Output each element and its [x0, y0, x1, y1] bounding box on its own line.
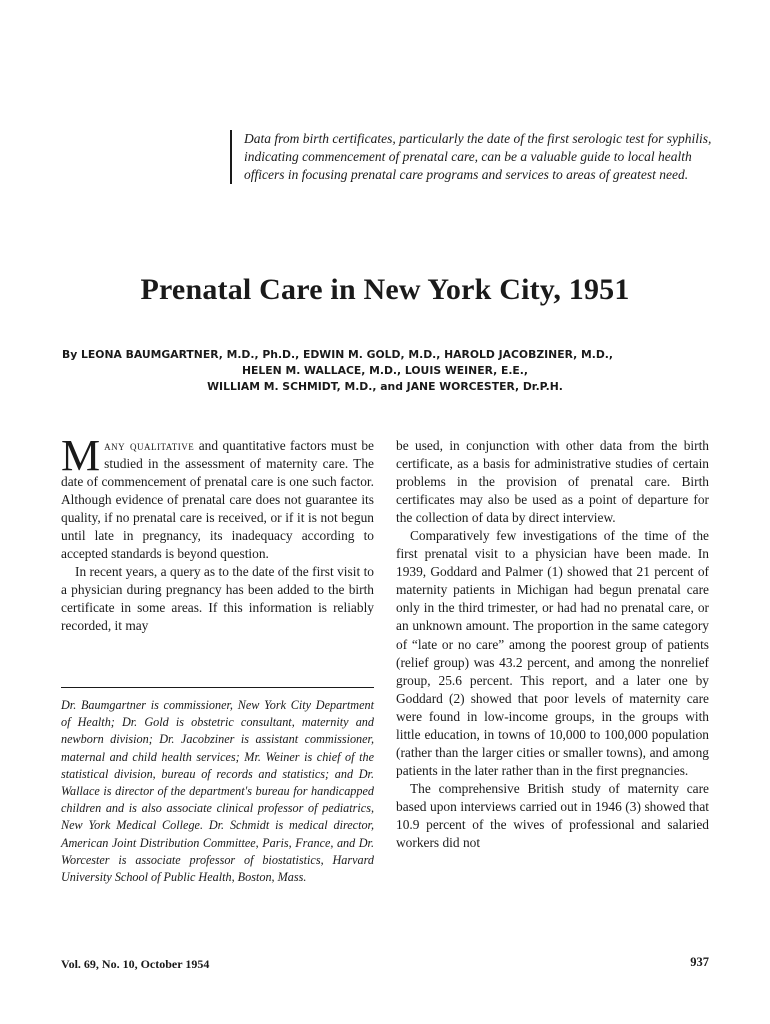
lead-in-smallcaps: any qualitative: [104, 438, 195, 453]
paragraph-5: The comprehensive British study of maternity care based upon interviews carried out in 1946 (3) showed that 10.9 percent of the wives of professional and salaried workers did not: [396, 780, 709, 851]
paragraph-4: Comparatively few investigations of the time of the first prenatal visit to a physician have been made. In 1939, Goddard and Palmer (1) showed that 21 percent of maternity patients in Michigan had begun prenatal care only in the third trimester, or had had no prenatal care, or an unknown amount. The proportion in the same category of “late or no care” among the poorest group of patients (relief group) was 43.2 percent, and among the nonrelief group, 25.6 percent. This report, and a later one by Goddard (2) showed that poor levels of maternity care were found in low-income groups, in the groups with little education, in towns of 10,000 to 100,000 population (rather than the larger cities or smaller towns), and among patients in the later rather than in the first pregnancies.: [396, 528, 709, 778]
paragraph-3: be used, in conjunction with other data from the birth certificate, as a basis for administrative studies of certain problems in the provision of prenatal care. Birth certificates may also be used as a point of departure for the collection of data by direct interview.: [396, 438, 709, 526]
article-title: Prenatal Care in New York City, 1951: [140, 273, 630, 306]
paragraph-1: [61, 431, 374, 563]
footnote-divider: [61, 687, 374, 688]
body-column-left: [61, 431, 374, 636]
abstract: Data from birth certificates, particularly the date of the first serologic test for syphilis, indicating commencement of prenatal care, can be a valuable guide to local health officers in focusing prenatal care programs and services to areas of greatest need.: [230, 130, 724, 184]
drop-cap: M: [61, 431, 101, 480]
body-column-right: [396, 437, 709, 852]
byline-line-1: By LEONA BAUMGARTNER, M.D., Ph.D., EDWIN M. GOLD, M.D., HAROLD JACOBZINER, M.D.,: [62, 348, 613, 361]
paragraph-2: In recent years, a query as to the date of the first visit to a physician during pregnancy has been added to the birth certificate in some areas. If this information is reliably recorded, it may: [61, 564, 374, 634]
author-byline: [20, 347, 750, 395]
paragraph-1-text: and quantitative factors must be studied in the assessment of maternity care. The date of commencement of prenatal care is one such factor. Although evidence of prenatal care does not guarantee its quality, if no prenatal care is received, or if it is not begun until late in pregnancy, its inadequacy according to accepted standards is beyond question.: [61, 438, 374, 562]
byline-line-2: HELEN M. WALLACE, M.D., LOUIS WEINER, E.E.,: [241, 364, 529, 377]
byline-line-3: WILLIAM M. SCHMIDT, M.D., and JANE WORCESTER, Dr.P.H.: [207, 380, 563, 393]
author-affiliations-footnote: Dr. Baumgartner is commissioner, New York City Department of Health; Dr. Gold is obstetric consultant, maternity and newborn division; Dr. Jacobziner is assistant commissioner, maternal and child health services; Mr. Weiner is chief of the statistical division, bureau of records and statistics; and Dr. Wallace is director of the department's bureau for handicapped children and is also associate clinical professor of pediatrics, New York Medical College. Dr. Schmidt is medical director, American Joint Distribution Committee, Paris, France, and Dr. Worcester is associate professor of biostatistics, Harvard University School of Public Health, Boston, Mass.: [61, 698, 374, 885]
journal-issue-footer: Vol. 69, No. 10, October 1954: [61, 957, 210, 971]
page-number: 937: [690, 955, 709, 969]
